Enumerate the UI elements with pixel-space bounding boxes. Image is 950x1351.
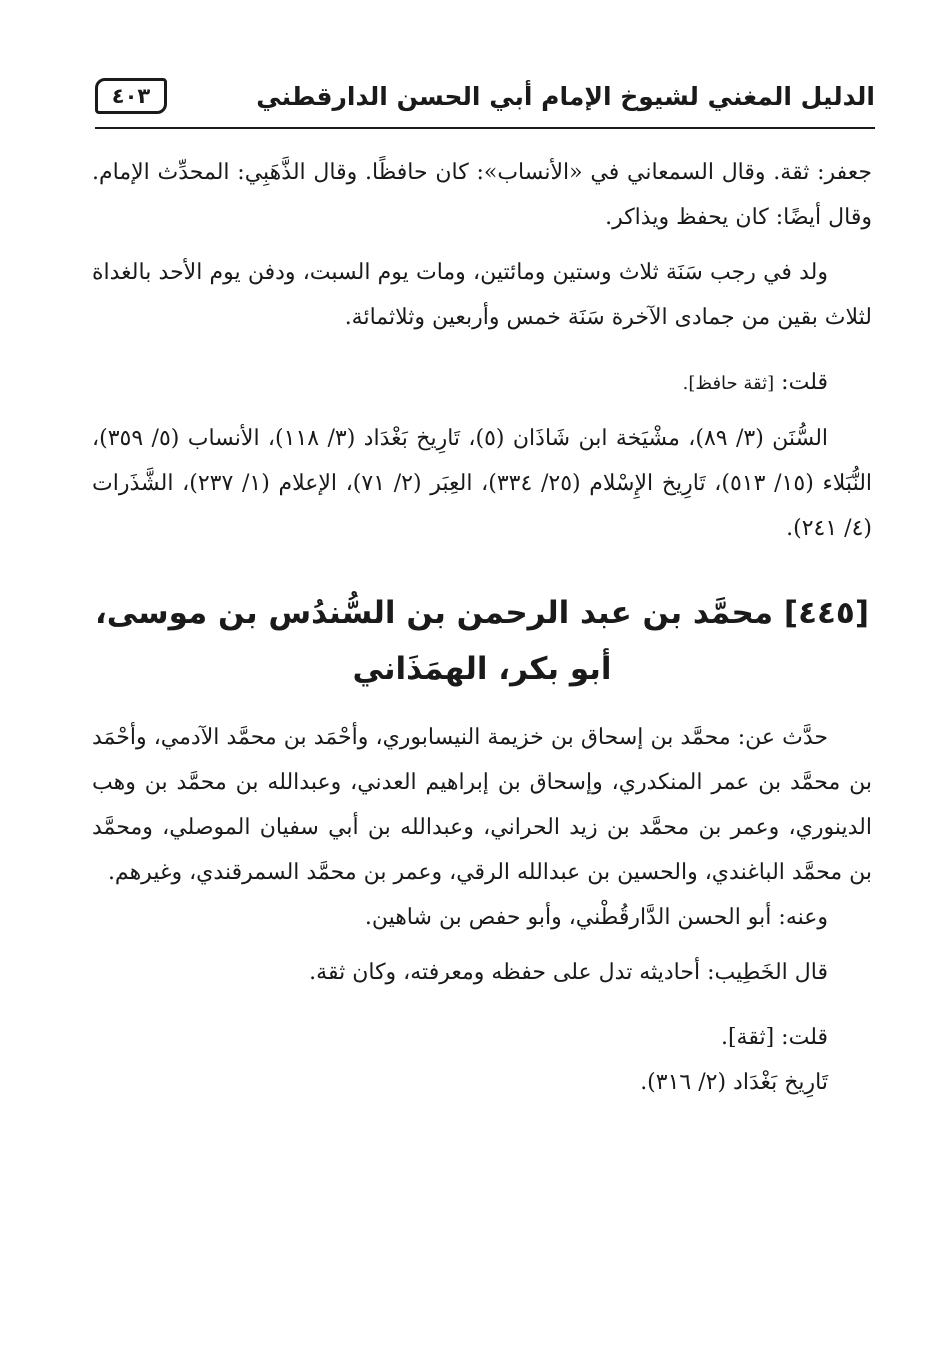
page-body bbox=[92, 150, 872, 1105]
verdict-value: [ثقة]. bbox=[720, 1025, 775, 1050]
sources-paragraph: السُّنَن (٣/ ٨٩)، مشْيَخة ابن شَاذَان (٥)، تَارِيخ بَغْدَاد (٣/ ١١٨)، الأنساب (٥/ ٣٥٩)، النُّبَلاء (١٥/ ٥١٣)، تَارِيخ الإِسْلام (٢٥/ ٣٣٤)، العِبَر (٢/ ٧١)، الإعلام (١/ ٢٣٧)، الشَّذَرات (٤/ ٢٤١). bbox=[92, 426, 873, 541]
khatib-quote: قال الخَطِيب: أحاديثه تدل على حفظه ومعرفته، وكان ثقة. bbox=[309, 960, 828, 985]
verdict-value: [ثقة حافظ]. bbox=[682, 373, 775, 394]
page-number: ٤٠٣ bbox=[95, 78, 167, 114]
verdict-prefix: قلت: bbox=[774, 1025, 828, 1050]
students-paragraph: وعنه: أبو الحسن الدَّارقُطْني، وأبو حفص بن شاهين. bbox=[364, 905, 828, 930]
running-title: الدليل المغني لشيوخ الإمام أبي الحسن الدارقطني bbox=[256, 82, 875, 111]
verdict-prefix: قلت: bbox=[774, 370, 828, 395]
biography-paragraph: جعفر: ثقة. وقال السمعاني في «الأنساب»: كان حافظًا. وقال الذَّهَبِي: المحدِّث الإمام. وقال أيضًا: كان يحفظ ويذاكر. bbox=[92, 160, 872, 230]
birth-death-paragraph: ولد في رجب سَنَة ثلاث وستين ومائتين، ومات يوم السبت، ودفن يوم الأحد بالغداة لثلاث بقين من جمادى الآخرة سَنَة خمس وأربعين وثلاثمائة. bbox=[92, 260, 872, 330]
page-header bbox=[95, 78, 875, 124]
sources-paragraph: تَارِيخ بَغْدَاد (٢/ ٣١٦). bbox=[640, 1070, 828, 1095]
verdict-line bbox=[92, 1015, 872, 1060]
entry-heading: [٤٤٥] محمَّد بن عبد الرحمن بن السُّندُس بن موسى، أبو بكر، الهمَذَاني bbox=[95, 595, 869, 687]
teachers-paragraph: حدَّث عن: محمَّد بن إسحاق بن خزيمة النيسابوري، وأحْمَد بن محمَّد الآدمي، وأحْمَد بن محمَّد بن عمر المنكدري، وإسحاق بن إبراهيم العدني، وعبدالله بن محمَّد بن وهب الدينوري، وعمر بن محمَّد بن زيد الحراني، وعبدالله بن أبي سفيان الموصلي، ومحمَّد بن محمَّد الباغندي، والحسين بن عبدالله الرقي، وعمر بن محمَّد السمرقندي، وغيرهم. bbox=[92, 725, 872, 885]
header-divider bbox=[95, 127, 875, 129]
verdict-line bbox=[92, 360, 872, 406]
